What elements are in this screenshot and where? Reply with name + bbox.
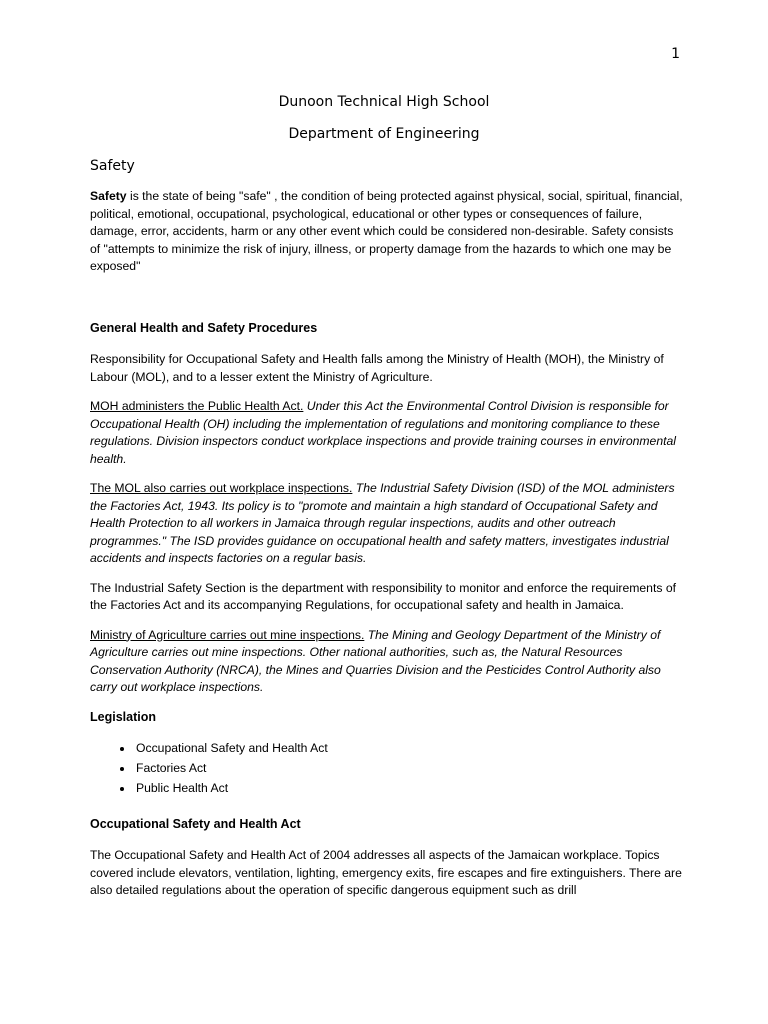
- safety-term: Safety: [90, 189, 127, 203]
- mol-lead: The MOL also carries out workplace inspections.: [90, 481, 353, 495]
- document-body: [90, 188, 686, 912]
- isd-paragraph: The Industrial Safety Section is the department with responsibility to monitor and enforce the requirements of the Factories Act and its accompanying Regulations, for occupational safety and health in Jamaica.: [90, 580, 676, 612]
- mol-text: The Industrial Safety Division (ISD) of the MOL administers the Factories Act, 1943. Its policy is to "promote and maintain a high standard of Occupational Safety and Health Protection to all workers in Jamaica through regular inspections, audits and other outreach programmes." The ISD provides guidance on occupational health and safety matters, investigates industrial accidents and inspects factories on a regular basis.: [90, 481, 675, 565]
- section-title-safety: Safety: [90, 158, 135, 174]
- general-heading: General Health and Safety Procedures: [90, 320, 318, 335]
- mol-paragraph: [90, 480, 686, 568]
- page-number: 1: [671, 46, 680, 62]
- moh-paragraph: [90, 398, 686, 468]
- legislation-list: [90, 740, 686, 798]
- moa-text: The Mining and Geology Department of the Ministry of Agriculture carries out mine inspections. Other national authorities, such as, the Natural Resources Conservation Authority (NRCA), the Mines and Quarries Division and the Pesticides Control Authority also carry out workplace inspections.: [90, 627, 661, 694]
- moa-paragraph: [90, 627, 686, 697]
- list-item: • Public Health Act: [134, 780, 686, 798]
- moa-lead: Ministry of Agriculture carries out mine inspections.: [90, 627, 365, 642]
- legislation-heading: Legislation: [90, 709, 156, 724]
- osha-paragraph: The Occupational Safety and Health Act of 2004 addresses all aspects of the Jamaican workplace. Topics covered include elevators, ventilation, lighting, emergency exits, fire escapes and fire extinguishers. There are also detailed regulations about the operation of specific dangerous equipment such as drill: [90, 848, 682, 897]
- list-item: • Factories Act: [134, 760, 686, 778]
- safety-definition-text: is the state of being "safe" , the condition of being protected against physical, social, spiritual, financial, political, emotional, occupational, psychological, educational or other types or consequences of failure, damage, error, accidents, harm or any other event which could be considered non-desirable. Safety consists of "attempts to minimize the risk of injury, illness, or property damage from the hazards to which one may be exposed": [90, 189, 683, 273]
- general-paragraph: Responsibility for Occupational Safety and Health falls among the Ministry of Health (MOH), the Ministry of Labour (MOL), and to a lesser extent the Ministry of Agriculture.: [90, 352, 664, 384]
- osha-heading: Occupational Safety and Health Act: [90, 816, 301, 831]
- list-item: • Occupational Safety and Health Act: [134, 740, 686, 758]
- moh-text: Under this Act the Environmental Control Division is responsible for Occupational Health (OH) including the implementation of regulations and monitoring compliance to these regulations. Division inspectors conduct workplace inspections and provide training courses in environmental health.: [90, 399, 676, 466]
- safety-definition: [90, 188, 686, 276]
- department-title: Department of Engineering: [288, 126, 480, 142]
- school-title: Dunoon Technical High School: [278, 94, 490, 110]
- moh-lead: MOH administers the Public Health Act.: [90, 399, 304, 413]
